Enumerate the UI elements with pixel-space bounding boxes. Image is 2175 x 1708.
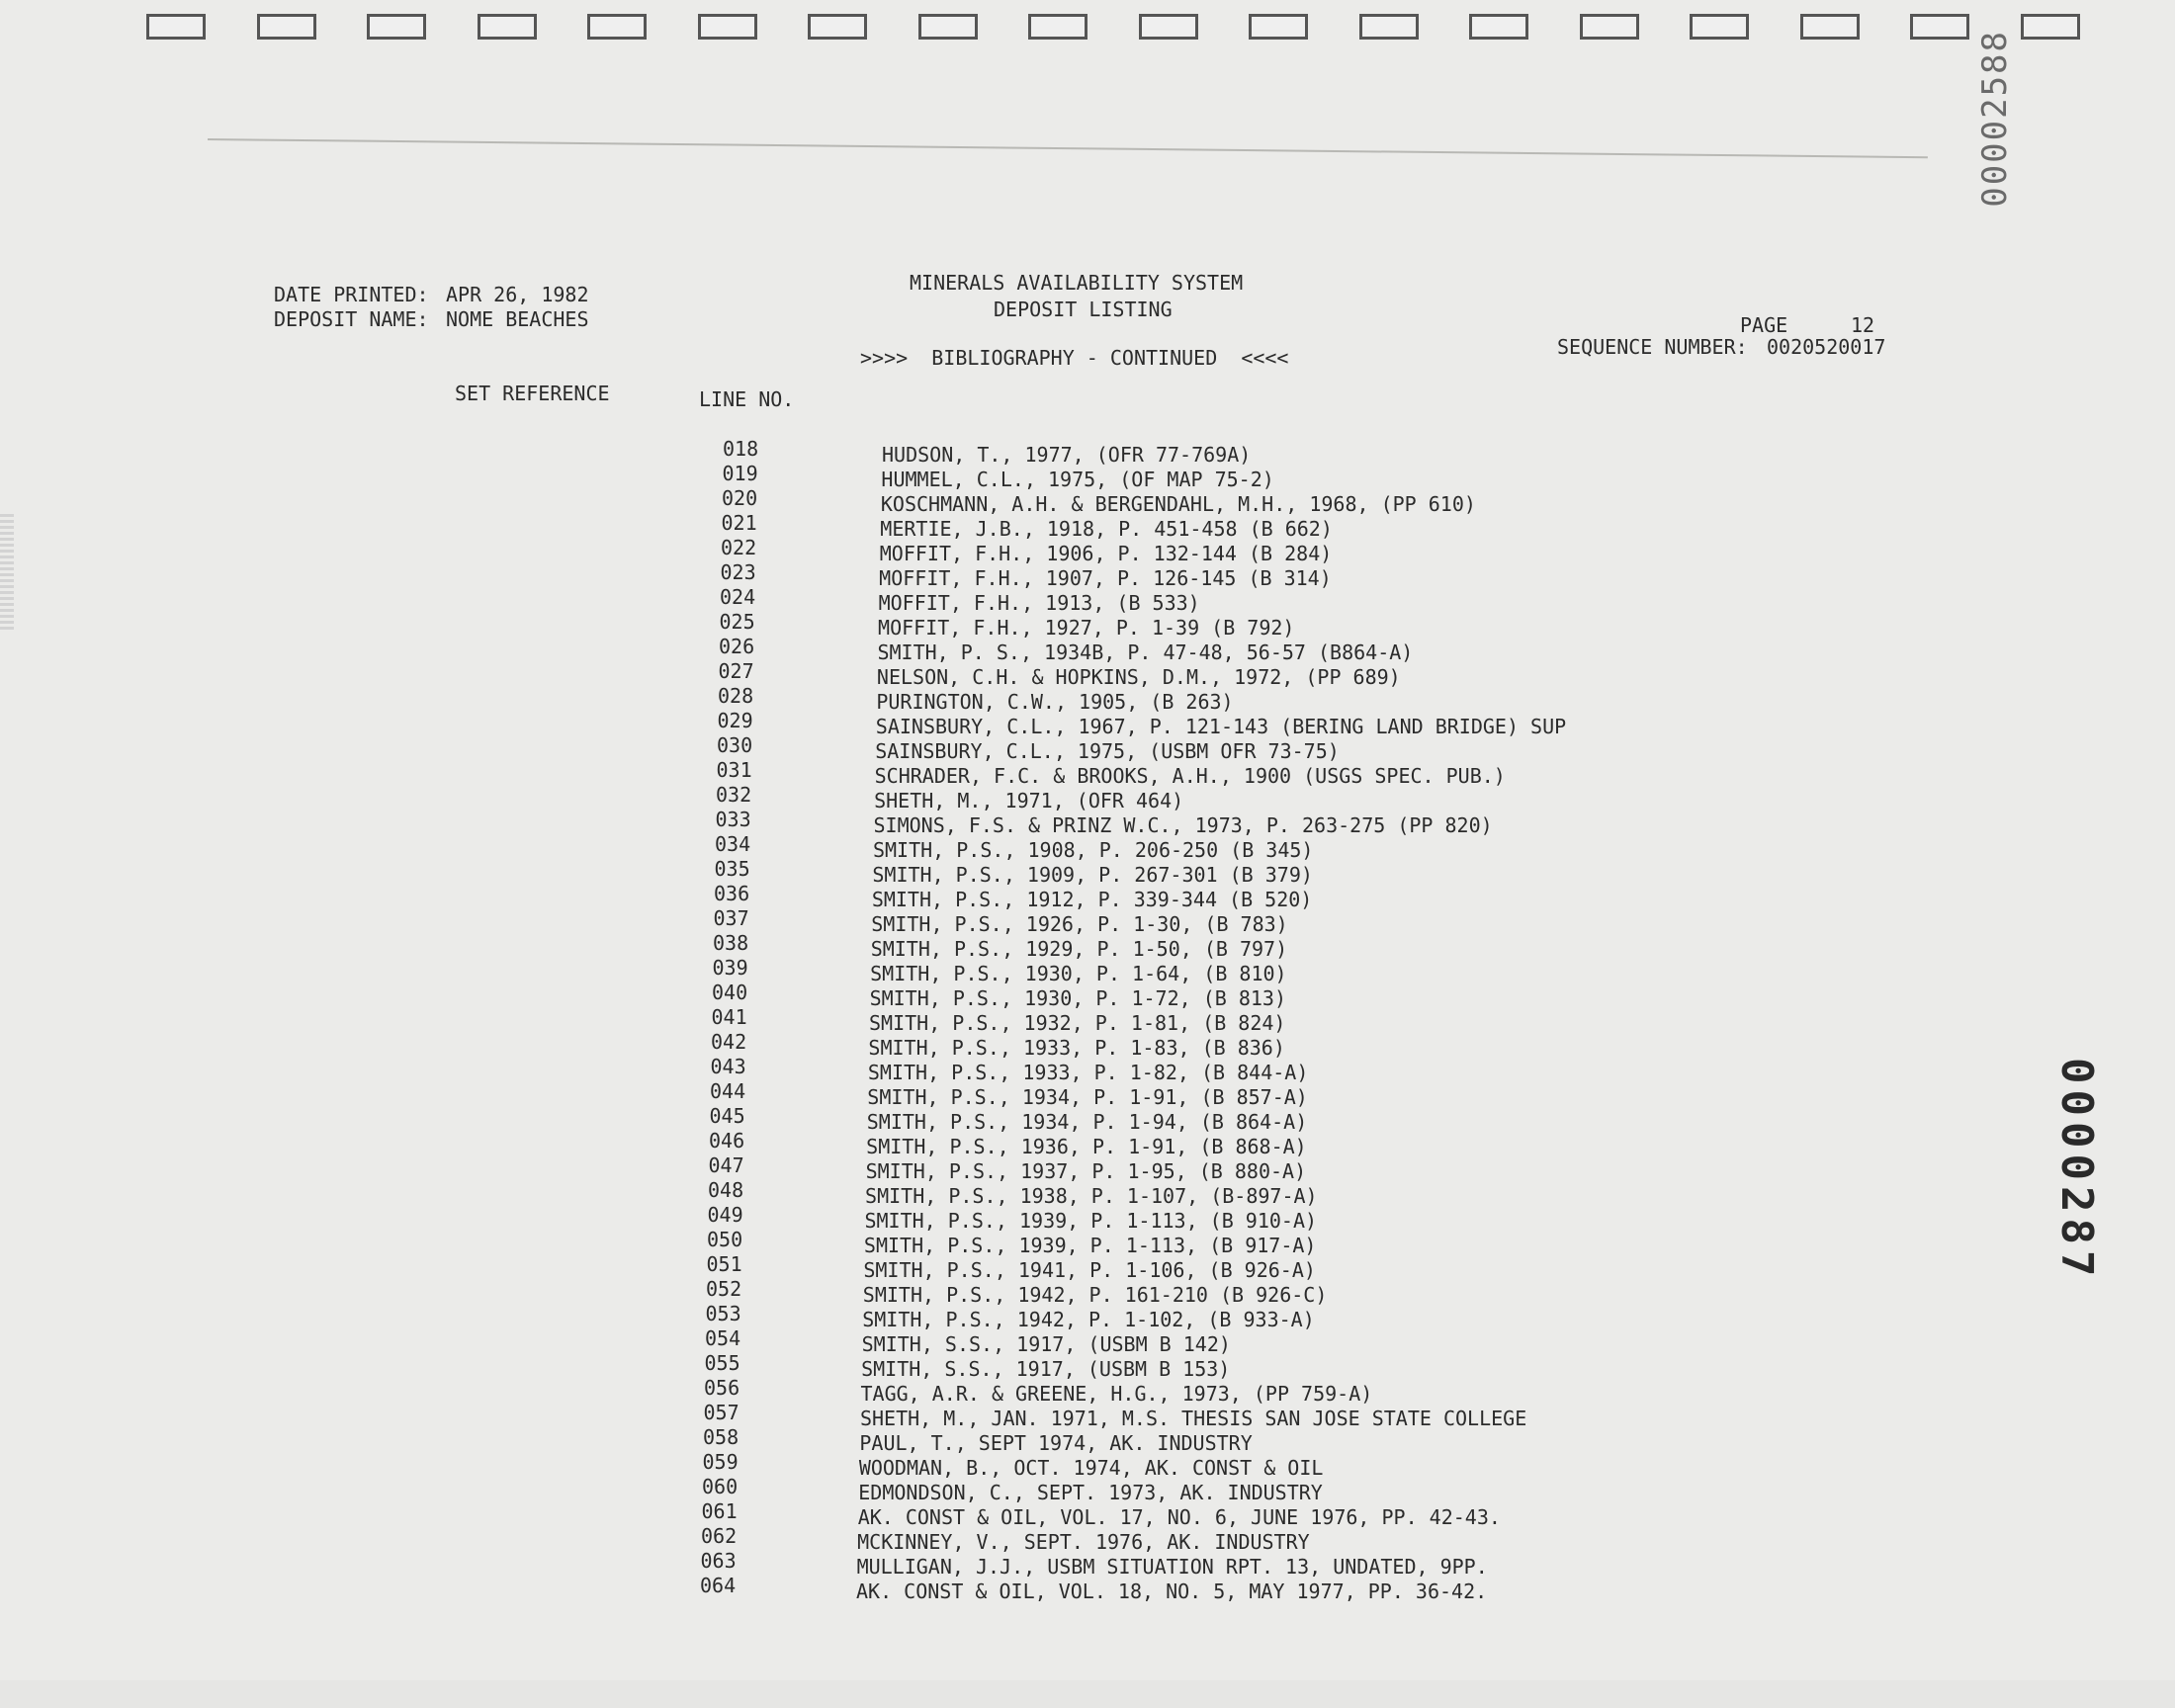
line-number: 027	[718, 659, 754, 683]
reference-entry: SMITH, P.S., 1926, P. 1-30, (B 783)	[871, 912, 1288, 936]
reference-entry: SMITH, P.S., 1932, P. 1-81, (B 824)	[869, 1011, 1286, 1035]
reference-entry: MOFFIT, F.H., 1927, P. 1-39 (B 792)	[878, 616, 1295, 640]
line-number: 018	[723, 437, 759, 461]
reference-entry: AK. CONST & OIL, VOL. 18, NO. 5, MAY 1977, PP. 36-42.	[856, 1580, 1488, 1603]
line-number: 048	[708, 1178, 744, 1202]
line-number: 062	[701, 1524, 738, 1548]
line-number: 051	[706, 1252, 742, 1276]
reference-entry: MOFFIT, F.H., 1913, (B 533)	[878, 591, 1200, 615]
reference-entry: SAINSBURY, C.L., 1975, (USBM OFR 73-75)	[875, 739, 1340, 763]
line-number: 038	[713, 931, 749, 955]
page-label: PAGE	[1740, 313, 1788, 337]
line-number: 036	[714, 882, 750, 905]
line-number: 029	[717, 709, 753, 732]
feed-hole	[1580, 14, 1639, 40]
feed-hole	[478, 14, 537, 40]
reference-entry: WOODMAN, B., OCT. 1974, AK. CONST & OIL	[858, 1456, 1324, 1480]
feed-hole	[367, 14, 426, 40]
line-number: 022	[721, 536, 757, 559]
line-number: 042	[711, 1030, 747, 1054]
line-number: 046	[709, 1129, 745, 1153]
line-number: 034	[715, 832, 751, 856]
reference-entry: SIMONS, F.S. & PRINZ W.C., 1973, P. 263-275 (PP 820)	[873, 813, 1493, 837]
line-number: 026	[719, 635, 755, 658]
archive-stamp-right: 0000287	[2051, 1058, 2102, 1283]
column-header-line-no: LINE NO.	[699, 387, 795, 411]
feed-hole	[146, 14, 206, 40]
line-number: 057	[703, 1401, 740, 1424]
line-number: 052	[706, 1277, 742, 1301]
reference-entry: TAGG, A.R. & GREENE, H.G., 1973, (PP 759-A)	[860, 1382, 1373, 1406]
reference-entry: SAINSBURY, C.L., 1967, P. 121-143 (BERING LAND BRIDGE) SUP	[875, 715, 1567, 738]
reference-entry: SCHRADER, F.C. & BROOKS, A.H., 1900 (USGS SPEC. PUB.)	[874, 764, 1506, 788]
line-number: 037	[713, 906, 749, 930]
reference-entry: SMITH, P.S., 1912, P. 339-344 (B 520)	[871, 888, 1313, 911]
line-number: 021	[721, 511, 757, 535]
reference-entry: PURINGTON, C.W., 1905, (B 263)	[876, 690, 1234, 714]
feed-hole	[698, 14, 757, 40]
feed-hole	[1690, 14, 1749, 40]
line-number: 056	[704, 1376, 740, 1400]
perforation-line	[208, 138, 1928, 158]
system-title: MINERALS AVAILABILITY SYSTEM	[910, 271, 1244, 295]
date-printed-value: APR 26, 1982	[446, 283, 589, 306]
reference-entry: SMITH, P.S., 1942, P. 161-210 (B 926-C)	[862, 1283, 1328, 1307]
reference-entry: SHETH, M., 1971, (OFR 464)	[874, 789, 1184, 812]
feed-hole	[257, 14, 316, 40]
feed-hole	[1359, 14, 1419, 40]
line-number: 060	[702, 1475, 739, 1498]
line-number: 061	[701, 1499, 738, 1523]
sequence-label: SEQUENCE NUMBER:	[1557, 335, 1748, 359]
binding-edge	[0, 514, 14, 633]
line-number: 025	[719, 610, 755, 634]
feed-hole	[1800, 14, 1860, 40]
reference-entry: SMITH, P.S., 1941, P. 1-106, (B 926-A)	[863, 1258, 1316, 1282]
date-printed-label: DATE PRINTED:	[274, 283, 429, 306]
feed-hole	[1910, 14, 1969, 40]
reference-entry: SMITH, P.S., 1909, P. 267-301 (B 379)	[872, 863, 1313, 887]
reference-entry: SMITH, P.S., 1939, P. 1-113, (B 917-A)	[863, 1234, 1317, 1257]
feed-hole	[1469, 14, 1528, 40]
line-number: 049	[707, 1203, 743, 1227]
reference-entry: SMITH, P.S., 1908, P. 206-250 (B 345)	[872, 838, 1314, 862]
line-number: 039	[712, 956, 748, 980]
archive-stamp-top: 00002588	[1975, 30, 2015, 208]
deposit-name-value: NOME BEACHES	[446, 307, 589, 331]
feed-hole	[1028, 14, 1088, 40]
reference-entry: SMITH, P.S., 1933, P. 1-82, (B 844-A)	[867, 1061, 1309, 1084]
reference-entry: SHETH, M., JAN. 1971, M.S. THESIS SAN JOSE STATE COLLEGE	[859, 1407, 1527, 1430]
reference-entry: SMITH, P.S., 1942, P. 1-102, (B 933-A)	[862, 1308, 1315, 1331]
reference-entry: KOSCHMANN, A.H. & BERGENDAHL, M.H., 1968, (PP 610)	[880, 492, 1476, 516]
line-number: 054	[705, 1326, 741, 1350]
reference-entry: SMITH, P.S., 1936, P. 1-91, (B 868-A)	[866, 1135, 1307, 1158]
reference-entry: SMITH, S.S., 1917, (USBM B 142)	[861, 1332, 1231, 1356]
reference-entry: SMITH, P.S., 1930, P. 1-64, (B 810)	[870, 962, 1287, 985]
column-header-set-reference: SET REFERENCE	[455, 382, 610, 405]
reference-entry: SMITH, P.S., 1933, P. 1-83, (B 836)	[868, 1036, 1285, 1060]
line-number: 050	[707, 1228, 743, 1251]
line-number: 055	[704, 1351, 740, 1375]
deposit-name-label: DEPOSIT NAME:	[274, 307, 429, 331]
line-number: 059	[702, 1450, 739, 1474]
line-number: 058	[703, 1425, 740, 1449]
line-number: 063	[700, 1549, 737, 1573]
line-number: 043	[710, 1055, 746, 1078]
line-number: 032	[716, 783, 752, 807]
feed-hole	[1139, 14, 1198, 40]
reference-entry: SMITH, P.S., 1939, P. 1-113, (B 910-A)	[864, 1209, 1318, 1233]
reference-entry: AK. CONST & OIL, VOL. 17, NO. 6, JUNE 1976, PP. 42-43.	[857, 1505, 1501, 1529]
feed-hole	[2021, 14, 2080, 40]
sequence-number: 0020520017	[1767, 335, 1886, 359]
line-number: 019	[722, 462, 758, 485]
line-number: 030	[717, 733, 753, 757]
line-number: 024	[720, 585, 756, 609]
reference-entry: SMITH, P.S., 1934, P. 1-91, (B 857-A)	[867, 1085, 1308, 1109]
line-number: 041	[711, 1005, 747, 1029]
line-number: 053	[705, 1302, 741, 1325]
line-number: 044	[710, 1079, 746, 1103]
line-number: 047	[708, 1153, 744, 1177]
line-number: 020	[722, 486, 758, 510]
line-number: 023	[720, 560, 756, 584]
reference-entry: PAUL, T., SEPT 1974, AK. INDUSTRY	[859, 1431, 1253, 1455]
reference-entry: SMITH, S.S., 1917, (USBM B 153)	[861, 1357, 1231, 1381]
feed-hole	[918, 14, 978, 40]
page-number: 12	[1851, 313, 1875, 337]
line-number: 035	[714, 857, 750, 881]
line-number: 028	[718, 684, 754, 708]
reference-entry: SMITH, P.S., 1929, P. 1-50, (B 797)	[870, 937, 1288, 961]
reference-entry: MCKINNEY, V., SEPT. 1976, AK. INDUSTRY	[857, 1530, 1310, 1554]
reference-entry: SMITH, P. S., 1934B, P. 47-48, 56-57 (B864-A)	[877, 640, 1414, 664]
line-number: 033	[715, 808, 751, 831]
reference-entry: NELSON, C.H. & HOPKINS, D.M., 1972, (PP 689)	[876, 665, 1401, 689]
line-number: 045	[709, 1104, 745, 1128]
section-title: >>>> BIBLIOGRAPHY - CONTINUED <<<<	[860, 346, 1289, 370]
reference-entry: SMITH, P.S., 1934, P. 1-94, (B 864-A)	[866, 1110, 1308, 1134]
line-number: 040	[712, 981, 748, 1004]
reference-entry: MOFFIT, F.H., 1906, P. 132-144 (B 284)	[879, 542, 1333, 565]
reference-entry: HUMMEL, C.L., 1975, (OF MAP 75-2)	[881, 468, 1274, 491]
reference-entry: MOFFIT, F.H., 1907, P. 126-145 (B 314)	[879, 566, 1332, 590]
feed-hole	[808, 14, 867, 40]
reference-entry: MULLIGAN, J.J., USBM SITUATION RPT. 13, UNDATED, 9PP.	[856, 1555, 1488, 1579]
line-number: 031	[716, 758, 752, 782]
reference-entry: SMITH, P.S., 1938, P. 1-107, (B-897-A)	[865, 1184, 1318, 1208]
reference-entry: HUDSON, T., 1977, (OFR 77-769A)	[882, 443, 1252, 467]
reference-entry: SMITH, P.S., 1937, P. 1-95, (B 880-A)	[865, 1159, 1307, 1183]
reference-entry: SMITH, P.S., 1930, P. 1-72, (B 813)	[869, 986, 1286, 1010]
reference-entry: EDMONDSON, C., SEPT. 1973, AK. INDUSTRY	[858, 1481, 1323, 1504]
line-number: 064	[700, 1574, 737, 1597]
feed-hole	[587, 14, 647, 40]
listing-title: DEPOSIT LISTING	[994, 298, 1173, 321]
tractor-feed-holes	[146, 14, 2074, 53]
reference-entry: MERTIE, J.B., 1918, P. 451-458 (B 662)	[880, 517, 1333, 541]
feed-hole	[1249, 14, 1308, 40]
